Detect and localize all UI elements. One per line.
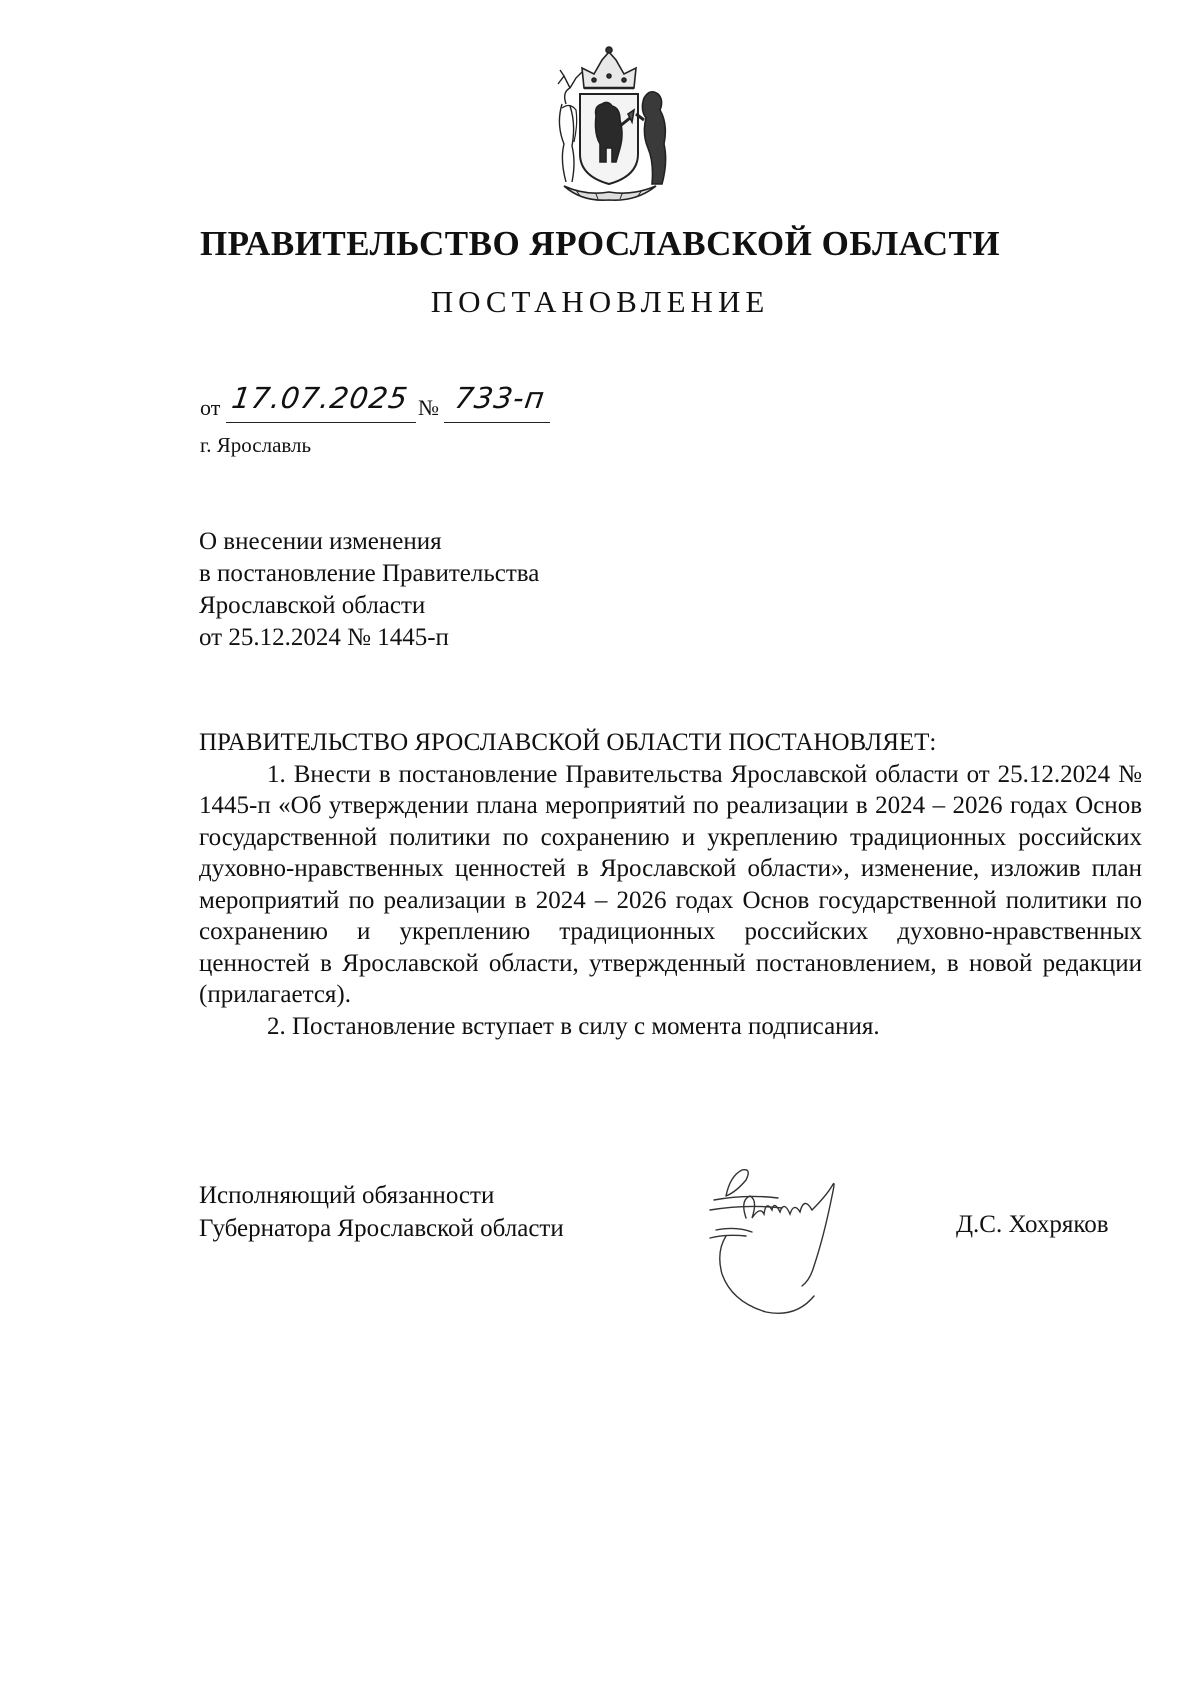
date-underline: [226, 422, 416, 423]
resolution-paragraph-2: 2. Постановление вступает в силу с момента подписания.: [267, 1012, 880, 1040]
signatory-position: [199, 1179, 564, 1245]
resolution-heading: ПРАВИТЕЛЬСТВО ЯРОСЛАВСКОЙ ОБЛАСТИ ПОСТАНОВЛЯЕТ:: [199, 729, 937, 756]
subject-line: от 25.12.2024 № 1445-п: [199, 624, 449, 651]
document-subject: [199, 526, 539, 654]
handwritten-date: 17.07.2025: [229, 381, 411, 415]
number-label: №: [418, 395, 439, 420]
document-type: ПОСТАНОВЛЕНИЕ: [430, 284, 770, 319]
signer-name: Д.С. Хохряков: [956, 1211, 1109, 1238]
coat-of-arms-icon: [536, 44, 682, 204]
handwritten-number: 733-п: [452, 381, 548, 415]
position-line: Исполняющий обязанности: [199, 1182, 495, 1209]
registration-line: [200, 381, 700, 429]
government-name: ПРАВИТЕЛЬСТВО ЯРОСЛАВСКОЙ ОБЛАСТИ: [199, 224, 1001, 263]
handwritten-signature-icon: [686, 1156, 936, 1336]
resolution-paragraph-1: 1. Внести в постановление Правительства Ярославской области от 25.12.2024 № 1445-п «Об утверждении плана мероприятий по реализации в 2024 – 2026 годах Основ государственной политики по сохранению и укреплению традиционных российских духовно-нравственных ценностей в Ярославской области», изменение, изложив план мероприятий по реализации в 2024 – 2026 годах Основ государственной политики по сохранению и укреплению традиционных российских духовно-нравственных ценностей в Ярославской области, утвержденный постановлением, в новой редакции (прилагается).: [199, 760, 1142, 1008]
position-line: Губернатора Ярославской области: [199, 1215, 564, 1242]
number-underline: [444, 422, 550, 423]
subject-line: в постановление Правительства: [199, 560, 540, 587]
date-label: от: [200, 395, 221, 420]
city: г. Ярославль: [200, 433, 312, 457]
resolution-body: [199, 727, 1142, 1042]
subject-line: О внесении изменения: [199, 528, 442, 555]
subject-line: Ярославской области: [199, 592, 426, 619]
